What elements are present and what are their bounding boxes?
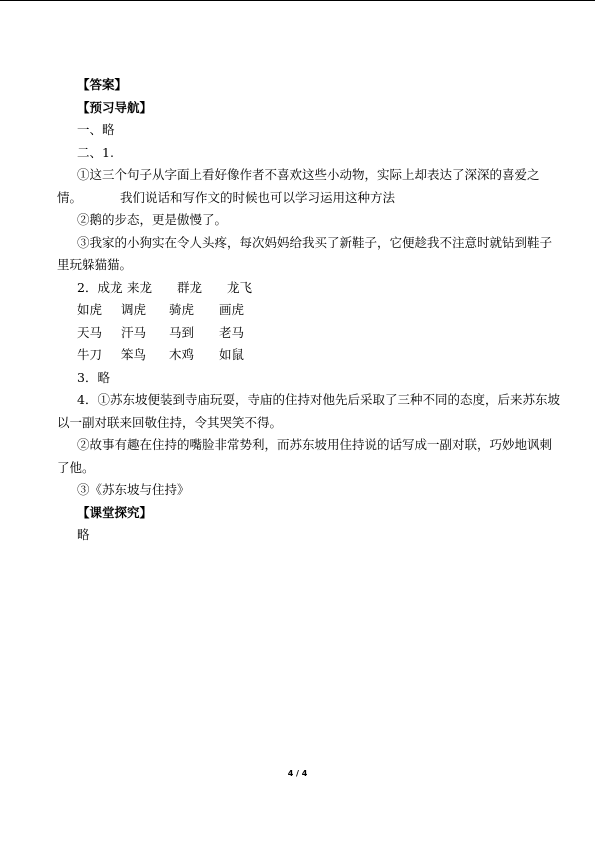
- idiom-row-4: [57, 344, 547, 367]
- idiom-word: 群龙: [177, 279, 203, 295]
- paragraph-answer-5-line-1: ②故事有趣在住持的嘴脸非常势利，而苏东坡用住持说的话写成一副对联，巧妙地讽刺: [77, 437, 553, 452]
- heading-preview-guide: 【预习导航】: [77, 99, 153, 115]
- idiom-row-3: [57, 322, 547, 345]
- paragraph-answer-6: ③《苏东坡与住持》: [77, 482, 190, 497]
- paragraph-answer-3-line-1: ③我家的小狗实在令人头疼，每次妈妈给我买了新鞋子，它便趁我不注意时就钻到鞋子: [77, 234, 553, 250]
- idiom-word: 画虎: [219, 302, 245, 317]
- idiom-word: 牛刀: [77, 347, 103, 362]
- idiom-word: 马到: [169, 324, 195, 340]
- idiom-row-1: [57, 277, 547, 300]
- paragraph-answer-1-line-2: [57, 187, 547, 210]
- paragraph-answer-2: ②鹅的步态，更是傲慢了。: [77, 212, 228, 227]
- paragraph-answer-3-line-2: 里玩躲猫猫。: [57, 257, 133, 272]
- paragraph-answer-4-line-2: 以一副对联来回敬住持，令其哭笑不得。: [57, 414, 283, 430]
- idiom-word: 骑虎: [169, 302, 195, 317]
- paragraph-answer-5-line-2: 了他。: [57, 459, 95, 475]
- idiom-word: 2．成龙: [77, 279, 123, 295]
- heading-class-exploration: 【课堂探究】: [77, 504, 153, 520]
- heading-answer: 【答案】: [77, 77, 128, 92]
- top-border-line: [0, 0, 595, 1]
- paragraph-answer-1-line-1: ①这三个句子从字面上看好像作者不喜欢这些小动物，实际上却表达了深深的喜爱之: [77, 167, 540, 182]
- idiom-word: 来龙: [127, 279, 153, 295]
- idiom-word: 老马: [219, 324, 245, 340]
- idiom-word: 如鼠: [219, 347, 245, 362]
- answer-1-end: 情。: [57, 189, 83, 205]
- idiom-word: 龙飞: [227, 279, 253, 295]
- idiom-word: 笨鸟: [121, 347, 147, 362]
- answer-1-method: 我们说话和写作文的时候也可以学习运用这种方法: [120, 189, 396, 205]
- idiom-word: 汗马: [121, 324, 147, 340]
- document-body: [57, 74, 560, 547]
- idiom-row-2: [57, 299, 547, 322]
- idiom-word: 木鸡: [169, 347, 195, 362]
- paragraph-class-answer: 略: [77, 527, 90, 542]
- paragraph-section-1: 一、略: [77, 122, 115, 137]
- page-number: 4 / 4: [287, 769, 308, 778]
- paragraph-answer-4-line-1: 4．①苏东坡便装到寺庙玩耍，寺庙的住持对他先后采取了三种不同的态度，后来苏东坡: [77, 392, 560, 407]
- idiom-word: 天马: [77, 324, 103, 340]
- idiom-word: 如虎: [77, 302, 103, 317]
- paragraph-section-3: 3．略: [77, 369, 110, 385]
- paragraph-section-2: 二、1.: [77, 144, 114, 160]
- idiom-word: 调虎: [121, 302, 147, 317]
